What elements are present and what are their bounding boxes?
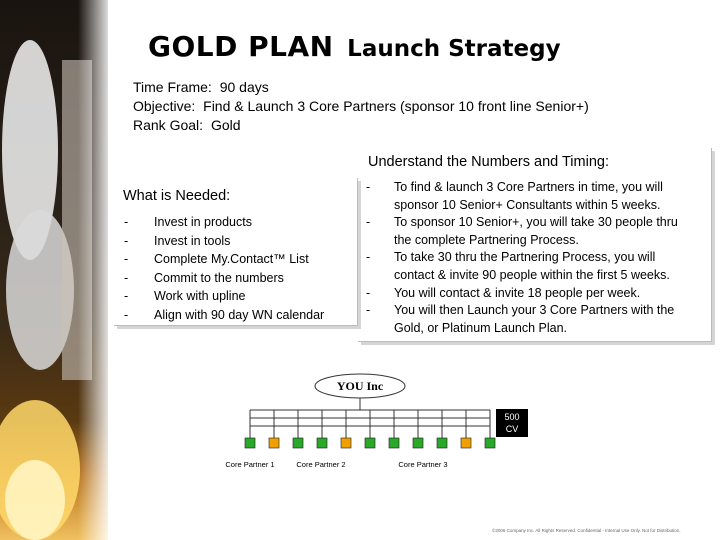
partner-squares: [245, 438, 495, 448]
rank-label: Rank Goal:: [133, 117, 204, 133]
title-main: GOLD PLAN: [148, 30, 334, 63]
footer-copyright: ©2006 Company Inc. All Rights Reserved. Confidential - Internal Use Only. Not for Distribution.: [492, 528, 681, 533]
partner-square: [413, 438, 423, 448]
list-item: - You will contact & invite 18 people per week.: [366, 285, 641, 300]
cv-badge: 500 CV: [496, 409, 528, 437]
list-item: - Work with upline: [124, 289, 246, 304]
partner-square: [317, 438, 327, 448]
partner-square: [437, 438, 447, 448]
partner-square: [245, 438, 255, 448]
list-item: - Align with 90 day WN calendar: [124, 307, 325, 322]
objective-value: Find & Launch 3 Core Partners (sponsor 10 front line Senior+): [203, 98, 589, 114]
list-item: - To sponsor 10 Senior+, you will take 30 people thru the complete Partnering Process.: [366, 215, 678, 247]
partner-square: [341, 438, 351, 448]
needed-heading: What is Needed:: [123, 188, 231, 204]
partner-2-label: Core Partner 2: [296, 460, 346, 469]
partner-square: [389, 438, 399, 448]
list-item: - Commit to the numbers: [124, 270, 284, 285]
you-inc-label: YOU Inc: [336, 379, 384, 393]
rank-value: Gold: [210, 117, 241, 133]
partner-3-label: Core Partner 3: [398, 460, 448, 469]
partner-square: [365, 438, 375, 448]
list-item: - To find & launch 3 Core Partners in time, you will sponsor 10 Senior+ Consultants within 5 weeks.: [366, 180, 663, 212]
partner-1-label: Core Partner 1: [225, 460, 275, 469]
list-item: - To take 30 thru the Partnering Process, you will contact & invite 90 people within the first 5 weeks.: [366, 250, 670, 282]
objective-label: Objective:: [133, 98, 196, 114]
list-item: - Invest in tools: [124, 233, 231, 248]
list-item: - Complete My.Contact™ List: [124, 252, 309, 267]
list-item: - Invest in products: [124, 215, 252, 229]
timeframe-value: 90 days: [219, 79, 269, 95]
partner-square: [269, 438, 279, 448]
timeframe-label: Time Frame:: [133, 79, 212, 95]
partner-stems: [250, 410, 490, 438]
partner-square: [293, 438, 303, 448]
partner-square: [485, 438, 495, 448]
list-item: - You will then Launch your 3 Core Partners with the Gold, or Platinum Launch Plan.: [366, 303, 675, 335]
numbers-heading: Understand the Numbers and Timing:: [368, 154, 609, 170]
title-sub: Launch Strategy: [347, 36, 561, 62]
partner-square: [461, 438, 471, 448]
